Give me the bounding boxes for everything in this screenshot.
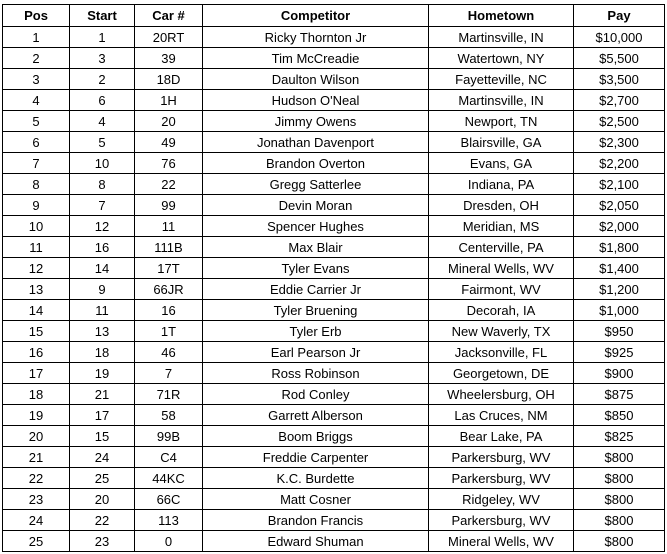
start-cell: 24: [70, 447, 135, 468]
hometown-cell: Meridian, MS: [429, 216, 574, 237]
start-cell: 14: [70, 258, 135, 279]
header-row: [3, 5, 665, 27]
pay-cell: $2,700: [574, 90, 665, 111]
hometown-cell: Parkersburg, WV: [429, 447, 574, 468]
pay-cell: $2,100: [574, 174, 665, 195]
pay-cell: $1,000: [574, 300, 665, 321]
pay-cell: $1,800: [574, 237, 665, 258]
start-cell: 19: [70, 363, 135, 384]
table-row: [3, 69, 665, 90]
hometown-cell: Bear Lake, PA: [429, 426, 574, 447]
pay-cell: $900: [574, 363, 665, 384]
competitor-cell: Eddie Carrier Jr: [203, 279, 429, 300]
pos-cell: 3: [3, 69, 70, 90]
pos-cell: 16: [3, 342, 70, 363]
pay-cell: $800: [574, 489, 665, 510]
hometown-cell: Decorah, IA: [429, 300, 574, 321]
hometown-cell: Ridgeley, WV: [429, 489, 574, 510]
pos-cell: 20: [3, 426, 70, 447]
pay-cell: $10,000: [574, 27, 665, 48]
car-number-cell: 16: [135, 300, 203, 321]
table-row: [3, 426, 665, 447]
table-row: [3, 195, 665, 216]
pos-cell: 12: [3, 258, 70, 279]
car-number-cell: 66C: [135, 489, 203, 510]
pos-cell: 4: [3, 90, 70, 111]
competitor-cell: Rod Conley: [203, 384, 429, 405]
pos-cell: 22: [3, 468, 70, 489]
competitor-cell: Edward Shuman: [203, 531, 429, 552]
competitor-cell: Tyler Bruening: [203, 300, 429, 321]
competitor-cell: Brandon Overton: [203, 153, 429, 174]
pos-cell: 8: [3, 174, 70, 195]
competitor-cell: Jonathan Davenport: [203, 132, 429, 153]
pay-cell: $825: [574, 426, 665, 447]
table-row: [3, 153, 665, 174]
start-cell: 7: [70, 195, 135, 216]
table-row: [3, 174, 665, 195]
hometown-cell: Mineral Wells, WV: [429, 258, 574, 279]
start-cell: 21: [70, 384, 135, 405]
table-row: [3, 279, 665, 300]
car-number-cell: 17T: [135, 258, 203, 279]
pay-cell: $2,300: [574, 132, 665, 153]
car-number-cell: 39: [135, 48, 203, 69]
car-number-cell: 58: [135, 405, 203, 426]
competitor-cell: K.C. Burdette: [203, 468, 429, 489]
competitor-header: Competitor: [203, 5, 429, 27]
hometown-cell: Newport, TN: [429, 111, 574, 132]
car-number-cell: C4: [135, 447, 203, 468]
hometown-cell: Fairmont, WV: [429, 279, 574, 300]
pay-cell: $1,400: [574, 258, 665, 279]
hometown-cell: Martinsville, IN: [429, 27, 574, 48]
pay-cell: $875: [574, 384, 665, 405]
hometown-header: Hometown: [429, 5, 574, 27]
table-row: [3, 132, 665, 153]
car-number-cell: 113: [135, 510, 203, 531]
competitor-cell: Tyler Evans: [203, 258, 429, 279]
pos-cell: 2: [3, 48, 70, 69]
car-number-cell: 71R: [135, 384, 203, 405]
pos-header: Pos: [3, 5, 70, 27]
table-row: [3, 111, 665, 132]
hometown-cell: Indiana, PA: [429, 174, 574, 195]
start-cell: 18: [70, 342, 135, 363]
start-cell: 6: [70, 90, 135, 111]
car-number-cell: 111B: [135, 237, 203, 258]
pay-cell: $2,000: [574, 216, 665, 237]
car-number-cell: 1H: [135, 90, 203, 111]
competitor-cell: Max Blair: [203, 237, 429, 258]
competitor-cell: Matt Cosner: [203, 489, 429, 510]
competitor-cell: Tyler Erb: [203, 321, 429, 342]
start-cell: 10: [70, 153, 135, 174]
hometown-cell: Georgetown, DE: [429, 363, 574, 384]
pay-cell: $2,050: [574, 195, 665, 216]
car-number-cell: 99: [135, 195, 203, 216]
pos-cell: 13: [3, 279, 70, 300]
pos-cell: 14: [3, 300, 70, 321]
pos-cell: 5: [3, 111, 70, 132]
pos-cell: 19: [3, 405, 70, 426]
hometown-cell: Watertown, NY: [429, 48, 574, 69]
pay-cell: $5,500: [574, 48, 665, 69]
car-number-cell: 20: [135, 111, 203, 132]
results-table: [2, 4, 665, 552]
pos-cell: 7: [3, 153, 70, 174]
car-number-cell: 46: [135, 342, 203, 363]
pay-cell: $950: [574, 321, 665, 342]
car-number-header: Car #: [135, 5, 203, 27]
start-cell: 12: [70, 216, 135, 237]
pos-cell: 24: [3, 510, 70, 531]
start-cell: 4: [70, 111, 135, 132]
car-number-cell: 7: [135, 363, 203, 384]
car-number-cell: 22: [135, 174, 203, 195]
table-row: [3, 300, 665, 321]
hometown-cell: Wheelersburg, OH: [429, 384, 574, 405]
table-row: [3, 237, 665, 258]
hometown-cell: Fayetteville, NC: [429, 69, 574, 90]
hometown-cell: Las Cruces, NM: [429, 405, 574, 426]
competitor-cell: Jimmy Owens: [203, 111, 429, 132]
competitor-cell: Earl Pearson Jr: [203, 342, 429, 363]
start-cell: 23: [70, 531, 135, 552]
competitor-cell: Freddie Carpenter: [203, 447, 429, 468]
hometown-cell: Centerville, PA: [429, 237, 574, 258]
competitor-cell: Ricky Thornton Jr: [203, 27, 429, 48]
competitor-cell: Daulton Wilson: [203, 69, 429, 90]
start-cell: 16: [70, 237, 135, 258]
car-number-cell: 99B: [135, 426, 203, 447]
hometown-cell: Evans, GA: [429, 153, 574, 174]
hometown-cell: New Waverly, TX: [429, 321, 574, 342]
table-row: [3, 489, 665, 510]
pay-cell: $800: [574, 531, 665, 552]
hometown-cell: Parkersburg, WV: [429, 468, 574, 489]
competitor-cell: Brandon Francis: [203, 510, 429, 531]
table-row: [3, 510, 665, 531]
pay-cell: $3,500: [574, 69, 665, 90]
car-number-cell: 0: [135, 531, 203, 552]
competitor-cell: Devin Moran: [203, 195, 429, 216]
car-number-cell: 44KC: [135, 468, 203, 489]
start-cell: 9: [70, 279, 135, 300]
pos-cell: 25: [3, 531, 70, 552]
table-row: [3, 468, 665, 489]
table-row: [3, 384, 665, 405]
start-header: Start: [70, 5, 135, 27]
pos-cell: 18: [3, 384, 70, 405]
competitor-cell: Ross Robinson: [203, 363, 429, 384]
car-number-cell: 18D: [135, 69, 203, 90]
competitor-cell: Hudson O'Neal: [203, 90, 429, 111]
start-cell: 17: [70, 405, 135, 426]
table-row: [3, 363, 665, 384]
pay-header: Pay: [574, 5, 665, 27]
pay-cell: $800: [574, 510, 665, 531]
competitor-cell: Gregg Satterlee: [203, 174, 429, 195]
hometown-cell: Blairsville, GA: [429, 132, 574, 153]
competitor-cell: Boom Briggs: [203, 426, 429, 447]
pay-cell: $925: [574, 342, 665, 363]
car-number-cell: 76: [135, 153, 203, 174]
pos-cell: 10: [3, 216, 70, 237]
start-cell: 8: [70, 174, 135, 195]
table-row: [3, 216, 665, 237]
start-cell: 13: [70, 321, 135, 342]
competitor-cell: Garrett Alberson: [203, 405, 429, 426]
pos-cell: 21: [3, 447, 70, 468]
pay-cell: $2,200: [574, 153, 665, 174]
table-row: [3, 531, 665, 552]
hometown-cell: Jacksonville, FL: [429, 342, 574, 363]
competitor-cell: Spencer Hughes: [203, 216, 429, 237]
car-number-cell: 11: [135, 216, 203, 237]
car-number-cell: 66JR: [135, 279, 203, 300]
pay-cell: $850: [574, 405, 665, 426]
hometown-cell: Dresden, OH: [429, 195, 574, 216]
car-number-cell: 49: [135, 132, 203, 153]
pos-cell: 9: [3, 195, 70, 216]
pay-cell: $800: [574, 447, 665, 468]
start-cell: 25: [70, 468, 135, 489]
pos-cell: 6: [3, 132, 70, 153]
pos-cell: 17: [3, 363, 70, 384]
competitor-cell: Tim McCreadie: [203, 48, 429, 69]
pos-cell: 1: [3, 27, 70, 48]
pos-cell: 23: [3, 489, 70, 510]
table-row: [3, 321, 665, 342]
hometown-cell: Mineral Wells, WV: [429, 531, 574, 552]
table-row: [3, 90, 665, 111]
pos-cell: 11: [3, 237, 70, 258]
start-cell: 15: [70, 426, 135, 447]
car-number-cell: 1T: [135, 321, 203, 342]
car-number-cell: 20RT: [135, 27, 203, 48]
start-cell: 20: [70, 489, 135, 510]
start-cell: 2: [70, 69, 135, 90]
results-body: [3, 27, 665, 552]
pos-cell: 15: [3, 321, 70, 342]
table-row: [3, 48, 665, 69]
table-row: [3, 258, 665, 279]
table-row: [3, 342, 665, 363]
pay-cell: $2,500: [574, 111, 665, 132]
start-cell: 1: [70, 27, 135, 48]
start-cell: 22: [70, 510, 135, 531]
table-row: [3, 27, 665, 48]
start-cell: 3: [70, 48, 135, 69]
pay-cell: $1,200: [574, 279, 665, 300]
hometown-cell: Parkersburg, WV: [429, 510, 574, 531]
start-cell: 11: [70, 300, 135, 321]
table-row: [3, 405, 665, 426]
hometown-cell: Martinsville, IN: [429, 90, 574, 111]
pay-cell: $800: [574, 468, 665, 489]
start-cell: 5: [70, 132, 135, 153]
table-row: [3, 447, 665, 468]
